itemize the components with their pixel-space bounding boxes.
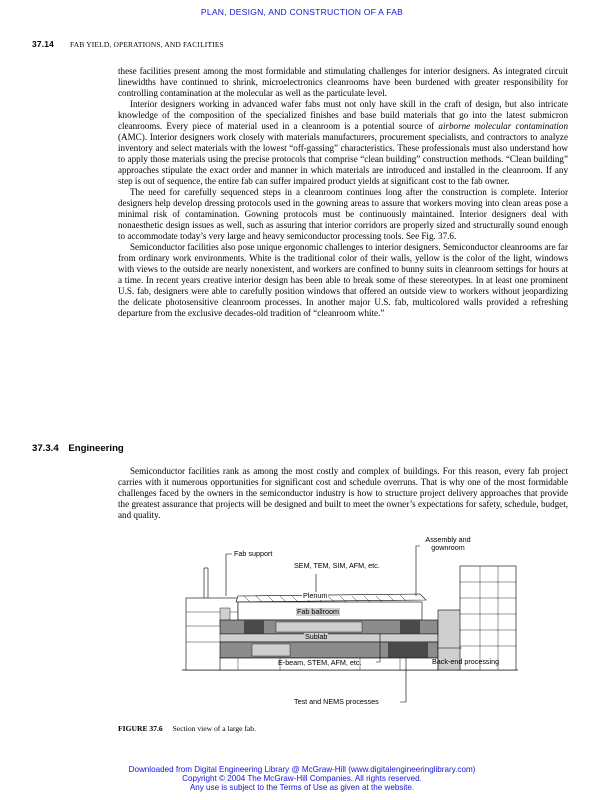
label-assembly: Assembly and gownroom <box>425 535 471 552</box>
page-number: 37.14 <box>32 39 54 49</box>
running-head <box>32 39 224 49</box>
figure-caption-text: Section view of a large fab. <box>172 724 257 733</box>
label-backend: Back-end processing <box>432 657 500 666</box>
paragraph-1: these facilities present among the most formidable and stimulating challenges for interior designers. As integrated circuit linewidths have continued to shrink, microelectronics cleanrooms have been burdened with greater responsibility for controlling contamination at the molecular as well as the particulate level. <box>118 66 568 98</box>
label-sem: SEM, TEM, SIM, AFM, etc. <box>294 561 380 570</box>
book-title-banner: PLAN, DESIGN, AND CONSTRUCTION OF A FAB <box>200 7 404 17</box>
fab-section-figure <box>180 530 520 710</box>
chapter-title: FAB YIELD, OPERATIONS, AND FACILITIES <box>70 40 224 49</box>
label-nems: Test and NEMS processes <box>294 697 379 706</box>
paragraph-2: Interior designers working in advanced wafer fabs must not only have skill in the craft of design, but also intricate knowledge of the composition of the specialized finishes and base build materials that go into the latest submicron cleanrooms. Every piece of material used in a cleanroom is a potential source of airborne molecular contamination (AMC). Interior designers work closely with materials manufacturers, procurement specialists, and contractors to analyze inventory and select materials with the lowest “off-gassing” characteristics. These professionals must also understand how to apply those materials using the precise protocols that comprise “clean building” construction methods. “Clean building” approaches stipulate the exact order and manner in which materials are introduced and installed in the cleanroom. If any step is out of sequence, the entire fab can suffer impaired product yields at significant cost to the fab owner. <box>118 99 568 186</box>
roof <box>236 591 426 602</box>
label-ebeam: E-beam, STEM, AFM, etc. <box>278 658 362 667</box>
paragraph-3: The need for carefully sequenced steps in a cleanroom continues long after the construction is complete. Interior designers help develop dressing protocols used in the gowning areas to assure that workers moving into clean areas pose a minimal risk of contamination. Gowning protocols must be continuously maintained. Interior designers deal with nonaesthetic design issues as well, such as assuring that interior corridors are properly sized and structurally sound enough to accommodate today’s very large and heavy semiconductor processing tools. See Fig. 37.6. <box>118 187 568 241</box>
footer-line-3: Any use is subject to the Terms of Use as given at the website. <box>189 783 415 793</box>
assembly-building <box>460 566 516 670</box>
amc-term: airborne molecular contamination <box>438 121 568 131</box>
engineering-paragraph: Semiconductor facilities rank as among the most costly and complex of buildings. For this reason, every fab project carries with it numerous opportunities for significant cost and schedule overruns. That is why one of the most formidable challenges faced by the owners in the semiconductor industry is how to structure project delivery approaches that provide the greatest assurance that projects will be designed and built to meet the owner’s expectations for safety, schedule, budget, and quality. <box>118 466 568 520</box>
download-footer <box>0 765 604 793</box>
label-fab-support: Fab support <box>234 549 273 558</box>
section-number: 37.3.4 <box>32 443 59 454</box>
label-plenum: Plenum <box>303 591 328 600</box>
engineering-body-text <box>118 466 568 521</box>
paragraph-4: Semiconductor facilities also pose unique ergonomic challenges to interior designers. Semiconductor cleanrooms are far from ordinary work environments. White is the traditional color of their walls, yellow is the color of the light, windows with views to the outside are nearly nonexistent, and workers are confined to bunny suits in cleanroom settings for hours at a time. In recent years creative interior design has been able to break some of these stereotypes. In at least one prominent U.S. fab, designers were able to carefully position windows that offered an outside view to workers without jeopardizing the delicate photosensitive cleanroom processes. In another major U.S. fab, multicolored walls provided a refreshing departure from the exclusive decades-old tradition of “cleanroom white.” <box>118 242 568 318</box>
footer-line-2: Copyright © 2004 The McGraw-Hill Companies. All rights reserved. <box>182 774 422 784</box>
top-body-text <box>118 66 568 319</box>
label-ballroom: Fab ballroom <box>297 607 339 616</box>
fab-section-drawing <box>180 530 520 710</box>
label-sublab: Sublab <box>305 632 328 641</box>
section-title: Engineering <box>68 443 124 454</box>
figure-number: FIGURE 37.6 <box>118 724 163 733</box>
section-heading <box>32 443 124 454</box>
figure-caption <box>118 724 256 733</box>
footer-line-1: Downloaded from Digital Engineering Library @ McGraw-Hill (www.digitalengineeringlibrary.com) <box>128 765 476 774</box>
